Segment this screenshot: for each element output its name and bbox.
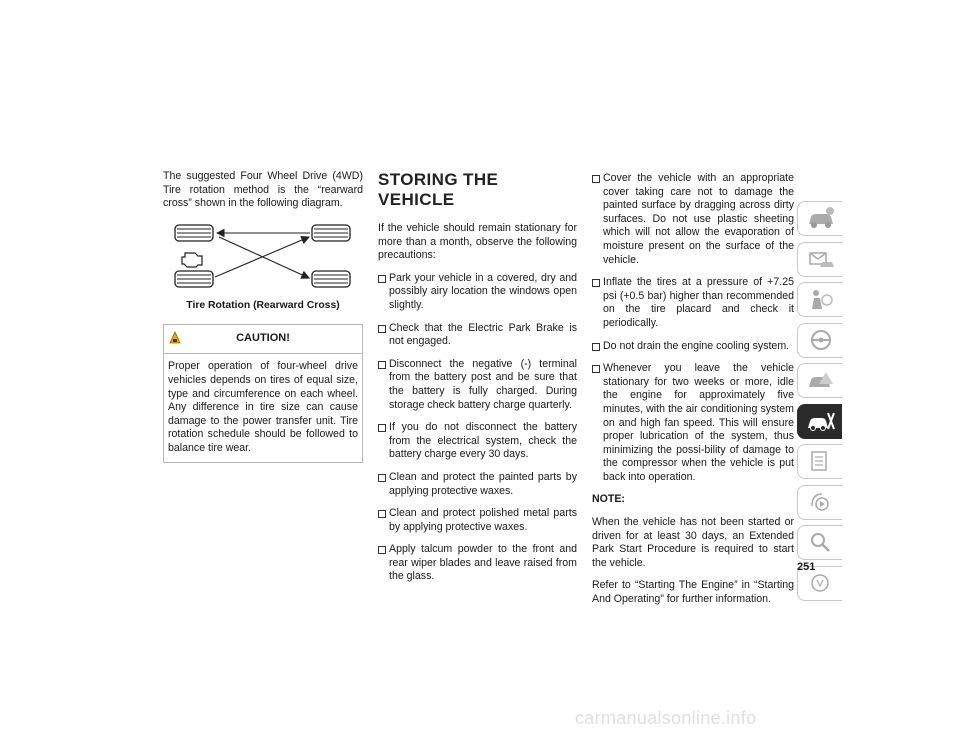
checkbox-bullet-icon bbox=[592, 365, 600, 373]
checkbox-bullet-icon bbox=[378, 424, 386, 432]
checkbox-bullet-icon bbox=[378, 510, 386, 518]
caution-text: Proper operation of four-wheel drive vehicles depends on tires of equal size, type and circumference on each wheel. Any difference in tire size can cause damage to the power transfer unit. Tire rotation schedule should be followed to balance tire wear. bbox=[168, 360, 358, 454]
caution-header bbox=[164, 325, 362, 354]
list-item: Clean and protect the painted parts by applying protective waxes. bbox=[378, 471, 577, 498]
tab-technical-specifications[interactable] bbox=[797, 444, 842, 479]
list-item: If you do not disconnect the battery from the electrical system, check the battery charge every 30 days. bbox=[378, 421, 577, 462]
car-service-icon bbox=[806, 409, 836, 433]
watermark: carmanualsonline.info bbox=[575, 708, 757, 728]
left-column bbox=[163, 170, 363, 463]
tab-safety[interactable] bbox=[797, 282, 842, 317]
storing-intro: If the vehicle should remain stationary for more than a month, observe the following precautions: bbox=[378, 222, 577, 262]
storing-precautions-list bbox=[378, 272, 577, 584]
storing-precautions-list-continued bbox=[592, 172, 794, 484]
tab-emergency[interactable] bbox=[797, 363, 842, 398]
checkbox-bullet-icon bbox=[378, 361, 386, 369]
car-info-icon bbox=[806, 206, 836, 230]
checkbox-bullet-icon bbox=[378, 546, 386, 554]
list-item: Whenever you leave the vehicle stationary for two weeks or more, idle the engine for approximately five minutes, with the air conditioning system on and high fan speed. This will ensure proper lubrication of the system, thus minimizing the possi-bility of damage to the compressor when the vehicle is put back into operation. bbox=[592, 362, 794, 484]
tire-rear-left bbox=[175, 271, 213, 287]
checkbox-bullet-icon bbox=[378, 474, 386, 482]
checkbox-bullet-icon bbox=[378, 275, 386, 283]
caution-box bbox=[163, 324, 363, 462]
caution-title: CAUTION! bbox=[236, 332, 290, 345]
checkbox-bullet-icon bbox=[592, 175, 600, 183]
list-item: Cover the vehicle with an appropriate cover taking care not to damage the painted surface by dragging across dirty surfaces. Do not use plastic sheeting which will not allow the evaporation of moisture present on the surface of the vehicle. bbox=[592, 172, 794, 267]
tire-front-left bbox=[175, 225, 213, 241]
tire-rotation-intro: The suggested Four Wheel Drive (4WD) Tire rotation method is the “rearward cross” shown in the following diagram. bbox=[163, 170, 363, 210]
checkbox-bullet-icon bbox=[378, 325, 386, 333]
list-item: Clean and protect polished metal parts by applying protective waxes. bbox=[378, 507, 577, 534]
tab-index[interactable] bbox=[797, 525, 842, 560]
tire-front-right bbox=[312, 225, 350, 241]
tab-starting-operating[interactable] bbox=[797, 323, 842, 358]
multimedia-icon bbox=[806, 490, 836, 514]
search-index-icon bbox=[806, 530, 836, 554]
tab-multimedia[interactable] bbox=[797, 485, 842, 520]
tab-servicing-maintenance[interactable] bbox=[797, 404, 842, 439]
engine-icon bbox=[182, 253, 202, 267]
list-item: Check that the Electric Park Brake is not engaged. bbox=[378, 322, 577, 349]
list-item: Do not drain the engine cooling system. bbox=[592, 340, 794, 354]
page-number: 251 bbox=[797, 561, 816, 573]
tire-rotation-diagram bbox=[163, 223, 363, 293]
car-warning-icon bbox=[806, 368, 836, 392]
note-label: NOTE: bbox=[592, 493, 625, 506]
middle-column bbox=[378, 170, 577, 593]
specifications-list-icon bbox=[806, 449, 836, 473]
airbag-safety-icon bbox=[806, 287, 836, 311]
diagram-caption: Tire Rotation (Rearward Cross) bbox=[186, 299, 340, 311]
tab-getting-to-know-dash[interactable] bbox=[797, 242, 842, 277]
list-item: Park your vehicle in a covered, dry and possibly airy location the windows open slightly. bbox=[378, 272, 577, 313]
list-item: Apply talcum powder to the front and rear wiper blades and leave raised from the glass. bbox=[378, 543, 577, 584]
right-column bbox=[592, 172, 794, 616]
tire-rear-right bbox=[312, 271, 350, 287]
steering-wheel-icon bbox=[806, 328, 836, 352]
checkbox-bullet-icon bbox=[592, 279, 600, 287]
rotation-arrows bbox=[215, 233, 310, 278]
checkbox-bullet-icon bbox=[592, 343, 600, 351]
list-item: Inflate the tires at a pressure of +7.25 psi (+0.5 bar) higher than recommended on the tire placard and check it periodically. bbox=[592, 276, 794, 330]
section-heading: STORING THE VEHICLE bbox=[378, 170, 499, 209]
tab-getting-to-know[interactable] bbox=[797, 201, 842, 236]
chapter-tabs bbox=[797, 201, 842, 606]
car-mail-icon bbox=[806, 247, 836, 271]
language-icon bbox=[806, 571, 836, 595]
list-item: Disconnect the negative (-) terminal from the battery post and be sure that the battery is fully charged. During storage check battery charge quarterly. bbox=[378, 358, 577, 412]
closing-reference: Refer to “Starting The Engine” in “Starting And Operating” for further information. bbox=[592, 579, 794, 606]
note-text: When the vehicle has not been started or driven for at least 30 days, an Extended Park Start Procedure is required to start the vehicle. bbox=[592, 516, 794, 569]
